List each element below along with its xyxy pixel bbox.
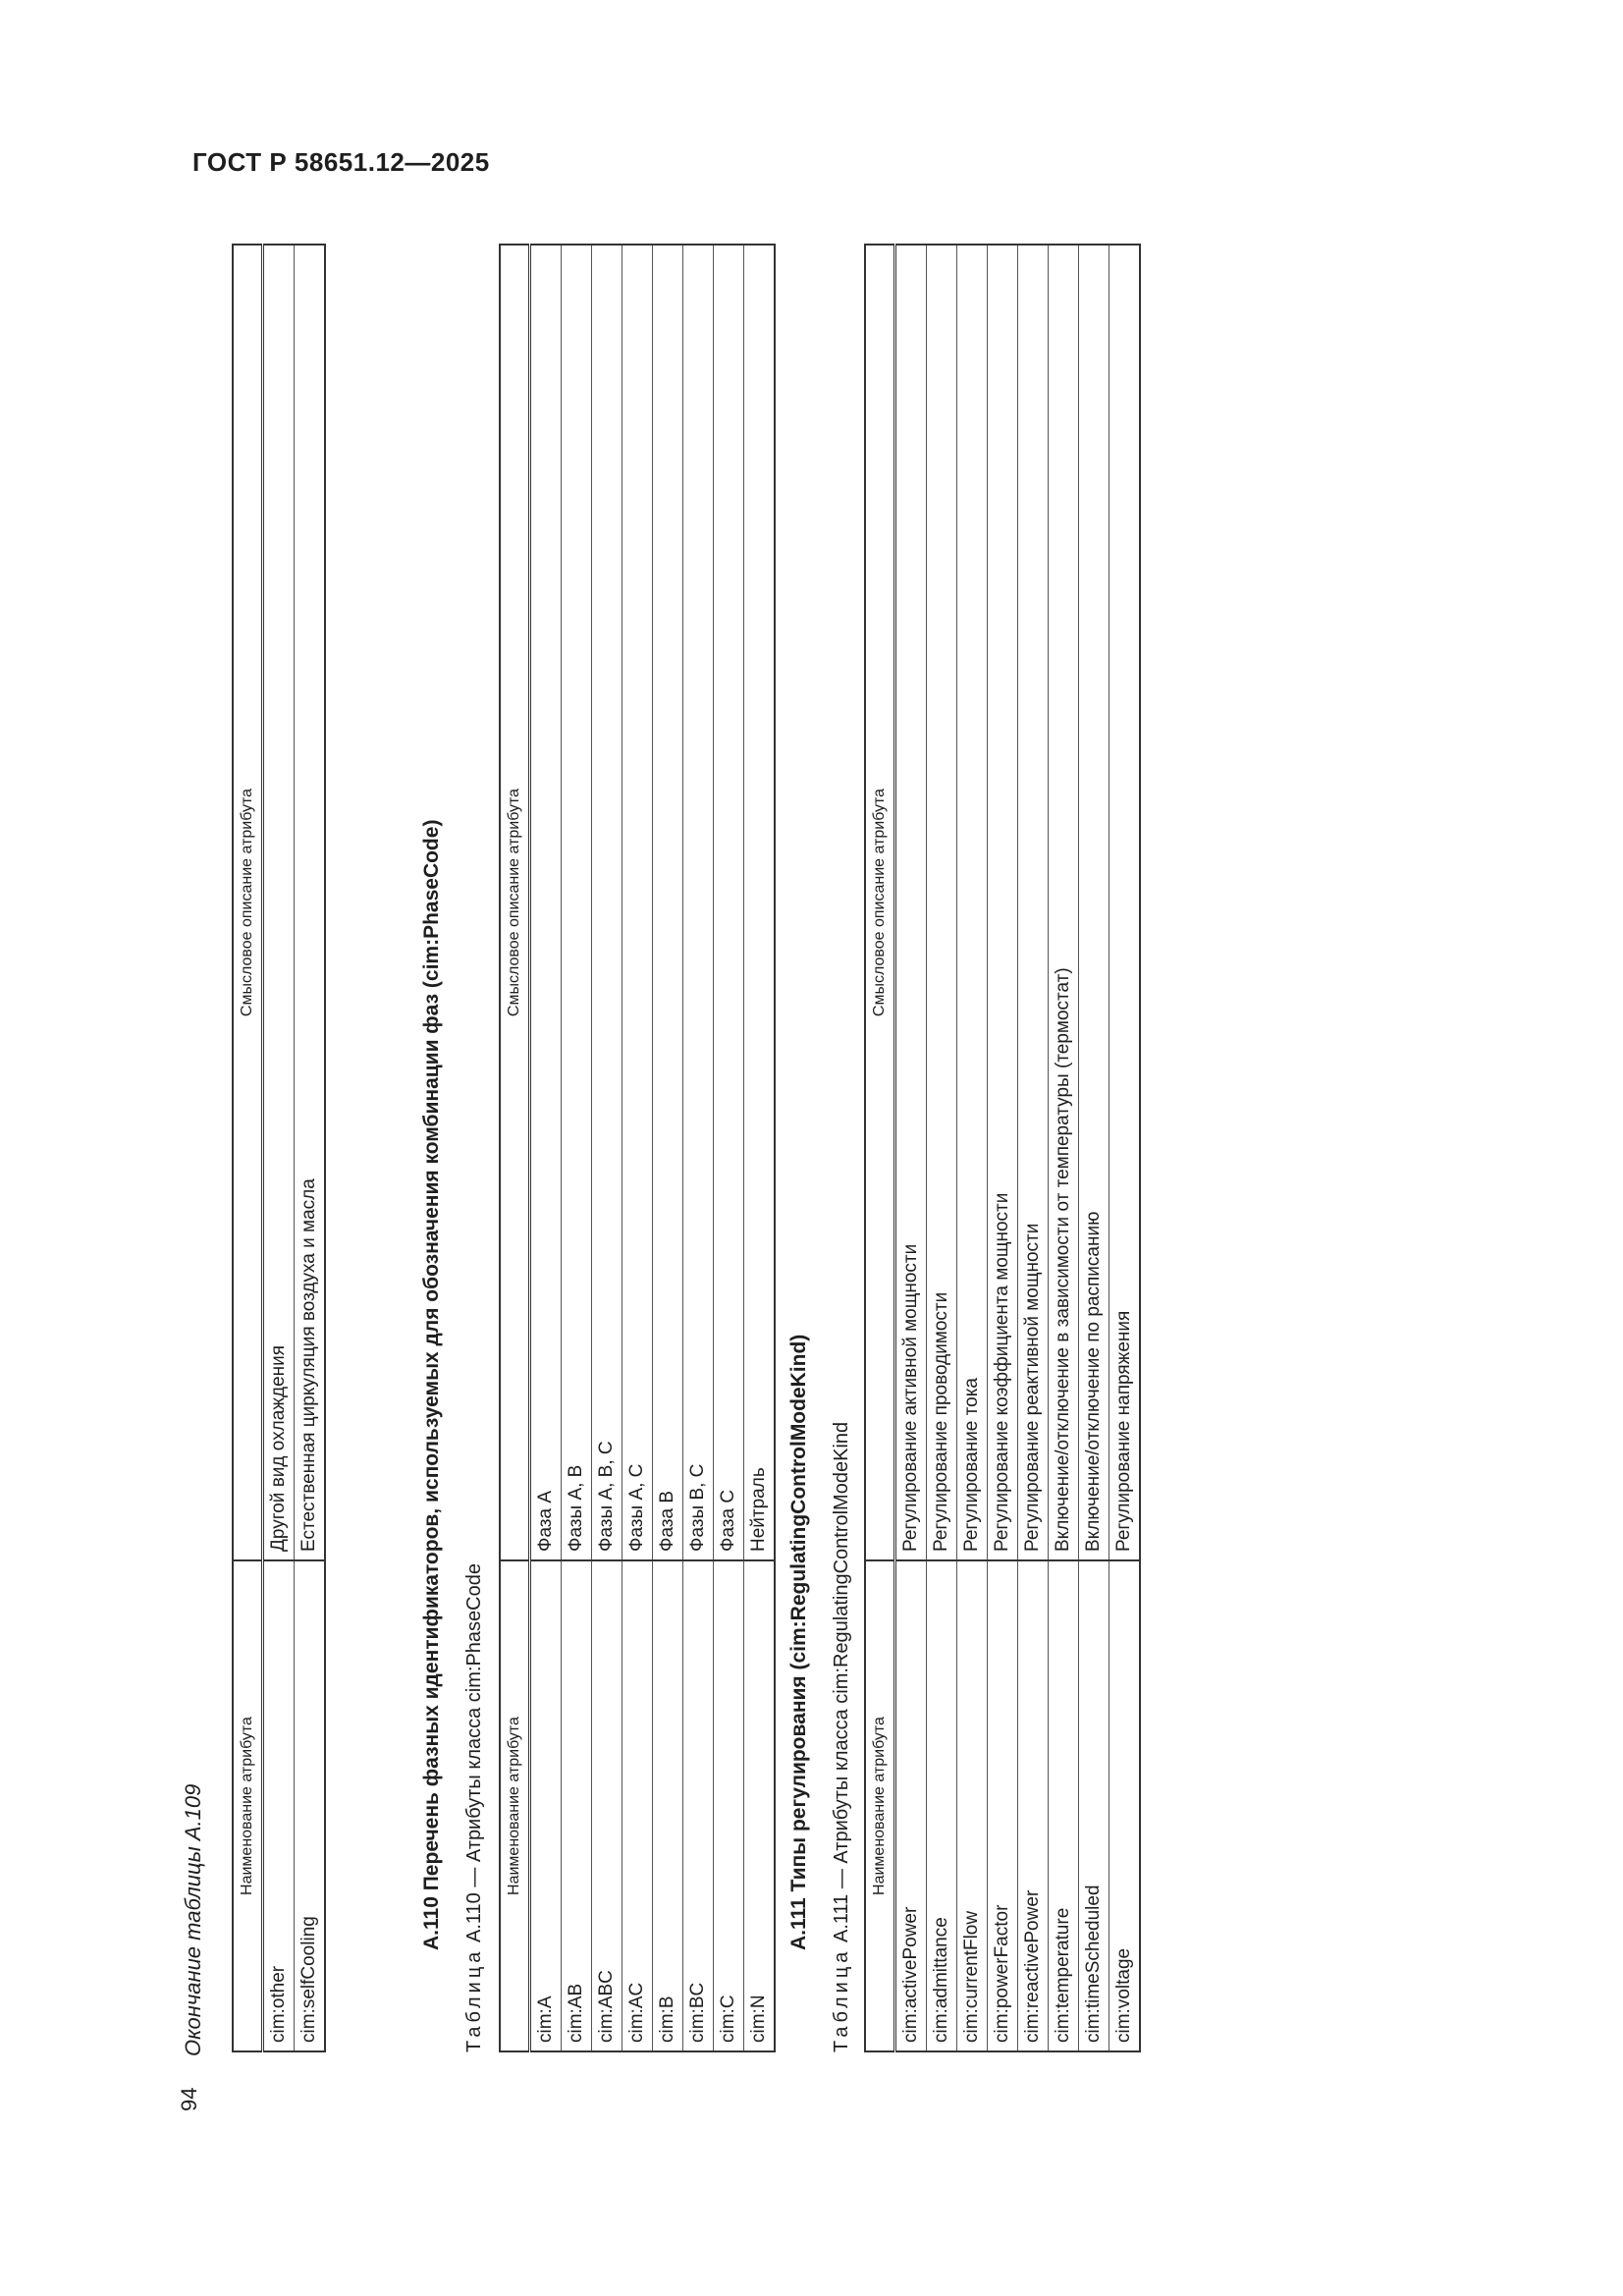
- attribute-description-cell: Другой вид охлаждения: [263, 245, 295, 1560]
- page-number: 94: [177, 2087, 201, 2111]
- attribute-name-cell: cim:currentFlow: [957, 1560, 988, 2051]
- attribute-description-cell: Регулирование реактивной мощности: [1018, 245, 1049, 1560]
- attribute-name-cell: cim:AC: [622, 1560, 653, 2051]
- table-row: [295, 245, 326, 2051]
- rotated-page-content: [177, 147, 1424, 2111]
- table-a111-block: [864, 244, 1141, 2052]
- attribute-description-cell: Регулирование напряжения: [1109, 245, 1141, 1560]
- attribute-name-cell: cim:voltage: [1109, 1560, 1141, 2051]
- attribute-name-cell: cim:AB: [562, 1560, 592, 2051]
- table-row: [530, 245, 562, 2051]
- attribute-name-cell: cim:BC: [683, 1560, 714, 2051]
- attribute-name-cell: cim:B: [653, 1560, 683, 2051]
- column-header-description: Смысловое описание атрибута: [500, 245, 530, 1560]
- table-row: [988, 245, 1018, 2051]
- caption-prefix: Таблица: [463, 1947, 485, 2052]
- table-header-row: [233, 245, 263, 2051]
- attribute-description-cell: Нейтраль: [744, 245, 776, 1560]
- table-row: [622, 245, 653, 2051]
- attribute-description-cell: Фазы А, В, С: [592, 245, 622, 1560]
- attribute-name-cell: cim:admittance: [927, 1560, 957, 2051]
- column-header-name: Наименование атрибута: [233, 1560, 263, 2051]
- attribute-name-cell: cim:A: [530, 1560, 562, 2051]
- attribute-description-cell: Включение/отключение по расписанию: [1079, 245, 1109, 1560]
- attribute-name-cell: cim:reactivePower: [1018, 1560, 1049, 2051]
- attribute-name-cell: cim:selfCooling: [295, 1560, 326, 2051]
- caption-text: А.111 — Атрибуты класса cim:RegulatingControlModeKind: [831, 1421, 852, 1943]
- column-header-name: Наименование атрибута: [865, 1560, 895, 2051]
- table-row: [895, 245, 927, 2051]
- table-a110: [499, 244, 776, 2052]
- caption-a110-block: [463, 1563, 486, 2052]
- table-row: [744, 245, 776, 2051]
- attribute-name-cell: cim:C: [714, 1560, 744, 2051]
- table-row: [957, 245, 988, 2051]
- attribute-name-cell: cim:powerFactor: [988, 1560, 1018, 2051]
- attribute-description-cell: Естественная циркуляция воздуха и масла: [295, 245, 326, 1560]
- table-header-row: [865, 245, 895, 2051]
- table-row: [562, 245, 592, 2051]
- attribute-description-cell: Регулирование тока: [957, 245, 988, 1560]
- caption-text: А.110 — Атрибуты класса cim:PhaseCode: [463, 1563, 485, 1943]
- attribute-description-cell: Фаза В: [653, 245, 683, 1560]
- section-title-a110: А.110 Перечень фазных идентификаторов, используемых для обозначения комбинации фаз (cim:PhaseCode): [420, 819, 443, 1950]
- table-row: [1018, 245, 1049, 2051]
- attribute-description-cell: Регулирование коэффициента мощности: [988, 245, 1018, 1560]
- table-caption-a111: [831, 1422, 853, 2052]
- attribute-description-cell: Фазы В, С: [683, 245, 714, 1560]
- table-row: [927, 245, 957, 2051]
- table-a111: [864, 244, 1141, 2052]
- attribute-name-cell: cim:timeScheduled: [1079, 1560, 1109, 2051]
- table-row: [1049, 245, 1079, 2051]
- attribute-description-cell: Фазы А, С: [622, 245, 653, 1560]
- table-caption-a110: [463, 1563, 486, 2052]
- caption-a111-block: [831, 1422, 853, 2052]
- table-row: [263, 245, 295, 2051]
- table-row: [683, 245, 714, 2051]
- table-a109-end: [232, 244, 326, 2052]
- attribute-description-cell: Фазы А, В: [562, 245, 592, 1560]
- attribute-description-cell: Регулирование активной мощности: [895, 245, 927, 1560]
- column-header-description: Смысловое описание атрибута: [865, 245, 895, 1560]
- table-a109-block: [232, 244, 326, 2052]
- table-row: [653, 245, 683, 2051]
- table-row: [1109, 245, 1141, 2051]
- caption-prefix: Таблица: [831, 1947, 852, 2052]
- column-header-name: Наименование атрибута: [500, 1560, 530, 2051]
- continuation-label: Окончание таблицы А.109: [181, 1783, 205, 2056]
- section-a111: [787, 1335, 811, 2052]
- attribute-name-cell: cim:ABC: [592, 1560, 622, 2051]
- section-title-a111: А.111 Типы регулирования (cim:RegulatingControlModeKind): [787, 1334, 810, 1950]
- section-a110: [420, 820, 444, 2052]
- attribute-description-cell: Регулирование проводимости: [927, 245, 957, 1560]
- table-row: [1079, 245, 1109, 2051]
- attribute-name-cell: cim:activePower: [895, 1560, 927, 2051]
- table-a110-block: [499, 244, 776, 2052]
- table-row: [592, 245, 622, 2051]
- attribute-description-cell: Фаза А: [530, 245, 562, 1560]
- attribute-description-cell: Фаза С: [714, 245, 744, 1560]
- attribute-name-cell: cim:N: [744, 1560, 776, 2051]
- attribute-name-cell: cim:temperature: [1049, 1560, 1079, 2051]
- attribute-name-cell: cim:other: [263, 1560, 295, 2051]
- attribute-description-cell: Включение/отключение в зависимости от температуры (термостат): [1049, 245, 1079, 1560]
- table-header-row: [500, 245, 530, 2051]
- document-header: ГОСТ Р 58651.12—2025: [192, 147, 490, 177]
- table-row: [714, 245, 744, 2051]
- column-header-description: Смысловое описание атрибута: [233, 245, 263, 1560]
